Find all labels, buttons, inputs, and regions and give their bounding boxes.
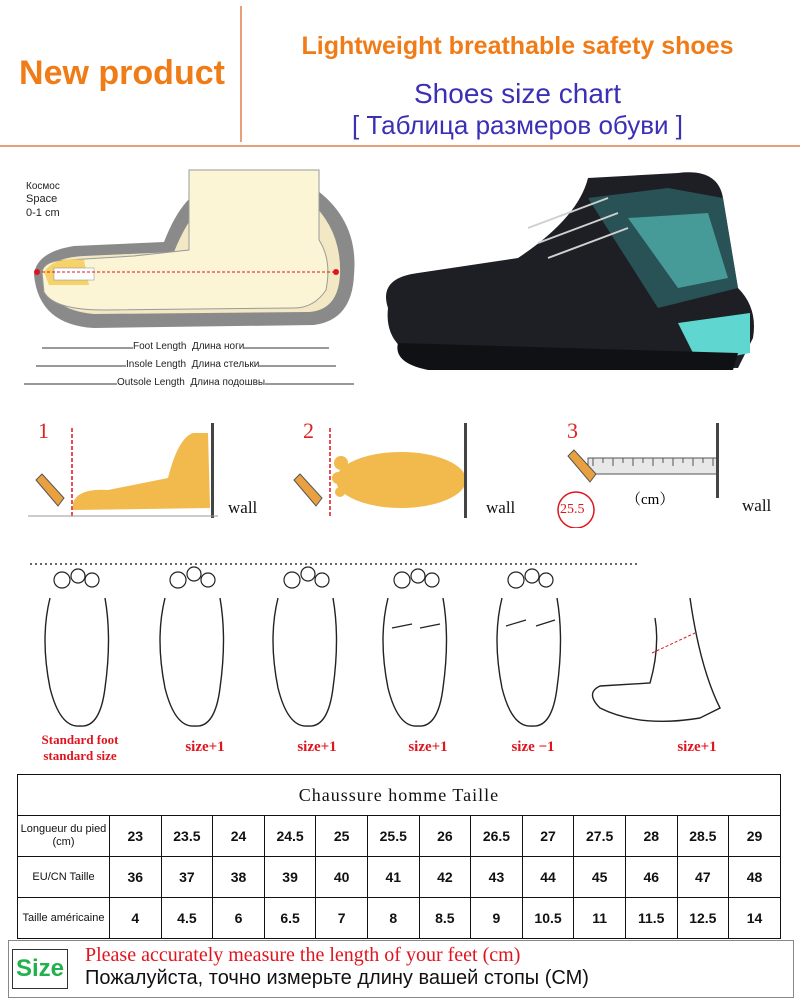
table-cell: 37 <box>161 857 213 898</box>
step-2-toe <box>335 487 345 497</box>
table-cell: 6.5 <box>264 898 316 939</box>
table-cell: 25.5 <box>367 816 419 857</box>
size-chart-title-ru: [ Таблица размеров обуви ] <box>351 110 684 140</box>
table-cell: 8 <box>367 898 419 939</box>
toe-icon <box>315 573 329 587</box>
toe-icon <box>411 569 425 583</box>
table-cell: 42 <box>419 857 471 898</box>
size-chart-title: Shoes size chart <box>414 78 621 109</box>
foot-type-5-label: size −1 <box>511 739 555 755</box>
space-label: Space <box>26 193 58 205</box>
table-cell: 36 <box>110 857 162 898</box>
step-3-wall <box>716 423 719 498</box>
foot-type-1-outline <box>45 598 109 726</box>
table-cell: 4.5 <box>161 898 213 939</box>
size-badge <box>12 949 68 989</box>
step-2-toe <box>334 456 348 470</box>
table-cell: 7 <box>316 898 368 939</box>
table-cell: 6 <box>213 898 265 939</box>
table-cell: 47 <box>677 857 729 898</box>
toe-icon <box>201 573 215 587</box>
table-cell: 24 <box>213 816 265 857</box>
insole-length-label <box>126 359 259 370</box>
size-table-title: Chaussure homme Taille <box>18 775 781 816</box>
table-cell: 38 <box>213 857 265 898</box>
table-cell: 10.5 <box>522 898 574 939</box>
toe-gap-rect <box>54 268 94 280</box>
table-cell: 24.5 <box>264 816 316 857</box>
footer-note-en: Please accurately measure the length of your feet (cm) <box>85 944 521 966</box>
instep-height-line <box>652 633 695 653</box>
toe-icon <box>425 573 439 587</box>
new-product-label: New product <box>19 53 225 92</box>
size-badge-label: Size <box>15 955 65 982</box>
table-cell: 43 <box>471 857 523 898</box>
table-cell: 29 <box>729 816 781 857</box>
table-cell: 4 <box>110 898 162 939</box>
table-cell: 11 <box>574 898 626 939</box>
foot-type-3-outline <box>273 598 337 726</box>
insole-length-en: Insole Length <box>126 359 187 370</box>
foot-length-en: Foot Length <box>133 341 187 352</box>
foot-length-label <box>133 341 244 352</box>
foot-type-4-outline <box>383 598 447 726</box>
header-divider-horizontal <box>0 145 800 147</box>
step-2-wall <box>464 423 467 518</box>
space-range: 0-1 cm <box>26 207 60 219</box>
toe-icon <box>525 569 539 583</box>
table-cell: 26.5 <box>471 816 523 857</box>
table-cell: 28 <box>625 816 677 857</box>
table-cell: 23.5 <box>161 816 213 857</box>
step-2-wall-label: wall <box>486 498 516 517</box>
toe-icon <box>539 573 553 587</box>
foot-type-5-outline <box>497 598 561 726</box>
foot-type-6-outline <box>593 598 721 721</box>
foot-type-4-label: size+1 <box>408 739 448 755</box>
step-1-wall <box>211 423 214 518</box>
toe-icon <box>71 569 85 583</box>
step-2-illustration <box>286 418 486 528</box>
outsole-length-label <box>117 377 265 388</box>
step-2-foot <box>336 452 466 508</box>
foot-types-illustration <box>0 558 800 738</box>
toe-icon <box>54 572 70 588</box>
table-cell: 14 <box>729 898 781 939</box>
row-header: Taille américaine <box>18 898 110 939</box>
table-row <box>18 898 781 939</box>
table-cell: 25 <box>316 816 368 857</box>
row-header: Longueur du pied (cm) <box>18 816 110 857</box>
foot-type-1-label: Standard foot standard size <box>41 732 119 763</box>
header-divider-vertical <box>240 6 242 142</box>
foot-type-6-label: size+1 <box>677 739 717 755</box>
insole-length-ru: Длина стельки <box>191 359 260 370</box>
table-cell: 26 <box>419 816 471 857</box>
outsole-length-en: Outsole Length <box>117 377 185 388</box>
step-2-number: 2 <box>303 418 314 443</box>
table-cell: 23 <box>110 816 162 857</box>
product-shoe-image <box>378 158 778 388</box>
size-table-title-row <box>18 775 781 816</box>
toe-icon <box>187 567 201 581</box>
step-3-measure-value: 25.5 <box>560 502 585 517</box>
foot-type-2-label: size+1 <box>185 739 225 755</box>
size-table <box>17 774 781 939</box>
width-arrows-icon <box>392 624 440 628</box>
outsole-length-ru: Длина подошвы <box>190 377 266 388</box>
table-cell: 28.5 <box>677 816 729 857</box>
new-product-badge <box>8 8 236 138</box>
row-header: EU/CN Taille <box>18 857 110 898</box>
table-row <box>18 816 781 857</box>
table-cell: 48 <box>729 857 781 898</box>
toe-icon <box>508 572 524 588</box>
table-row <box>18 857 781 898</box>
step-3-unit: （cm） <box>626 492 675 508</box>
table-cell: 8.5 <box>419 898 471 939</box>
toe-icon <box>85 573 99 587</box>
footer-note-ru: Пожалуйста, точно измерьте длину вашей стопы (СМ) <box>85 967 589 989</box>
toe-icon <box>394 572 410 588</box>
toe-icon <box>301 567 315 581</box>
table-cell: 27 <box>522 816 574 857</box>
step-1-wall-label: wall <box>228 498 258 517</box>
table-cell: 44 <box>522 857 574 898</box>
foot-length-ru: Длина ноги <box>191 341 245 352</box>
product-title: Lightweight breathable safety shoes <box>301 32 734 60</box>
table-cell: 39 <box>264 857 316 898</box>
table-cell: 27.5 <box>574 816 626 857</box>
toe-icon <box>170 572 186 588</box>
table-cell: 9 <box>471 898 523 939</box>
table-cell: 11.5 <box>625 898 677 939</box>
width-arrows-icon <box>506 620 555 626</box>
table-cell: 46 <box>625 857 677 898</box>
step-1-number: 1 <box>38 418 49 443</box>
foot-type-3-label: size+1 <box>297 739 337 755</box>
toe-icon <box>284 572 300 588</box>
step-2-pencil-icon <box>294 474 322 506</box>
table-cell: 41 <box>367 857 419 898</box>
foot-type-2-outline <box>160 598 224 726</box>
table-cell: 45 <box>574 857 626 898</box>
table-cell: 12.5 <box>677 898 729 939</box>
step-1-illustration <box>28 418 228 528</box>
step-2-toe <box>332 472 344 484</box>
table-cell: 40 <box>316 857 368 898</box>
space-label-ru: Космос <box>26 181 60 192</box>
step-1-pencil-icon <box>36 474 64 506</box>
step-1-foot <box>73 433 210 510</box>
step-3-number: 3 <box>567 418 578 443</box>
step-3-wall-label: wall <box>742 496 772 515</box>
